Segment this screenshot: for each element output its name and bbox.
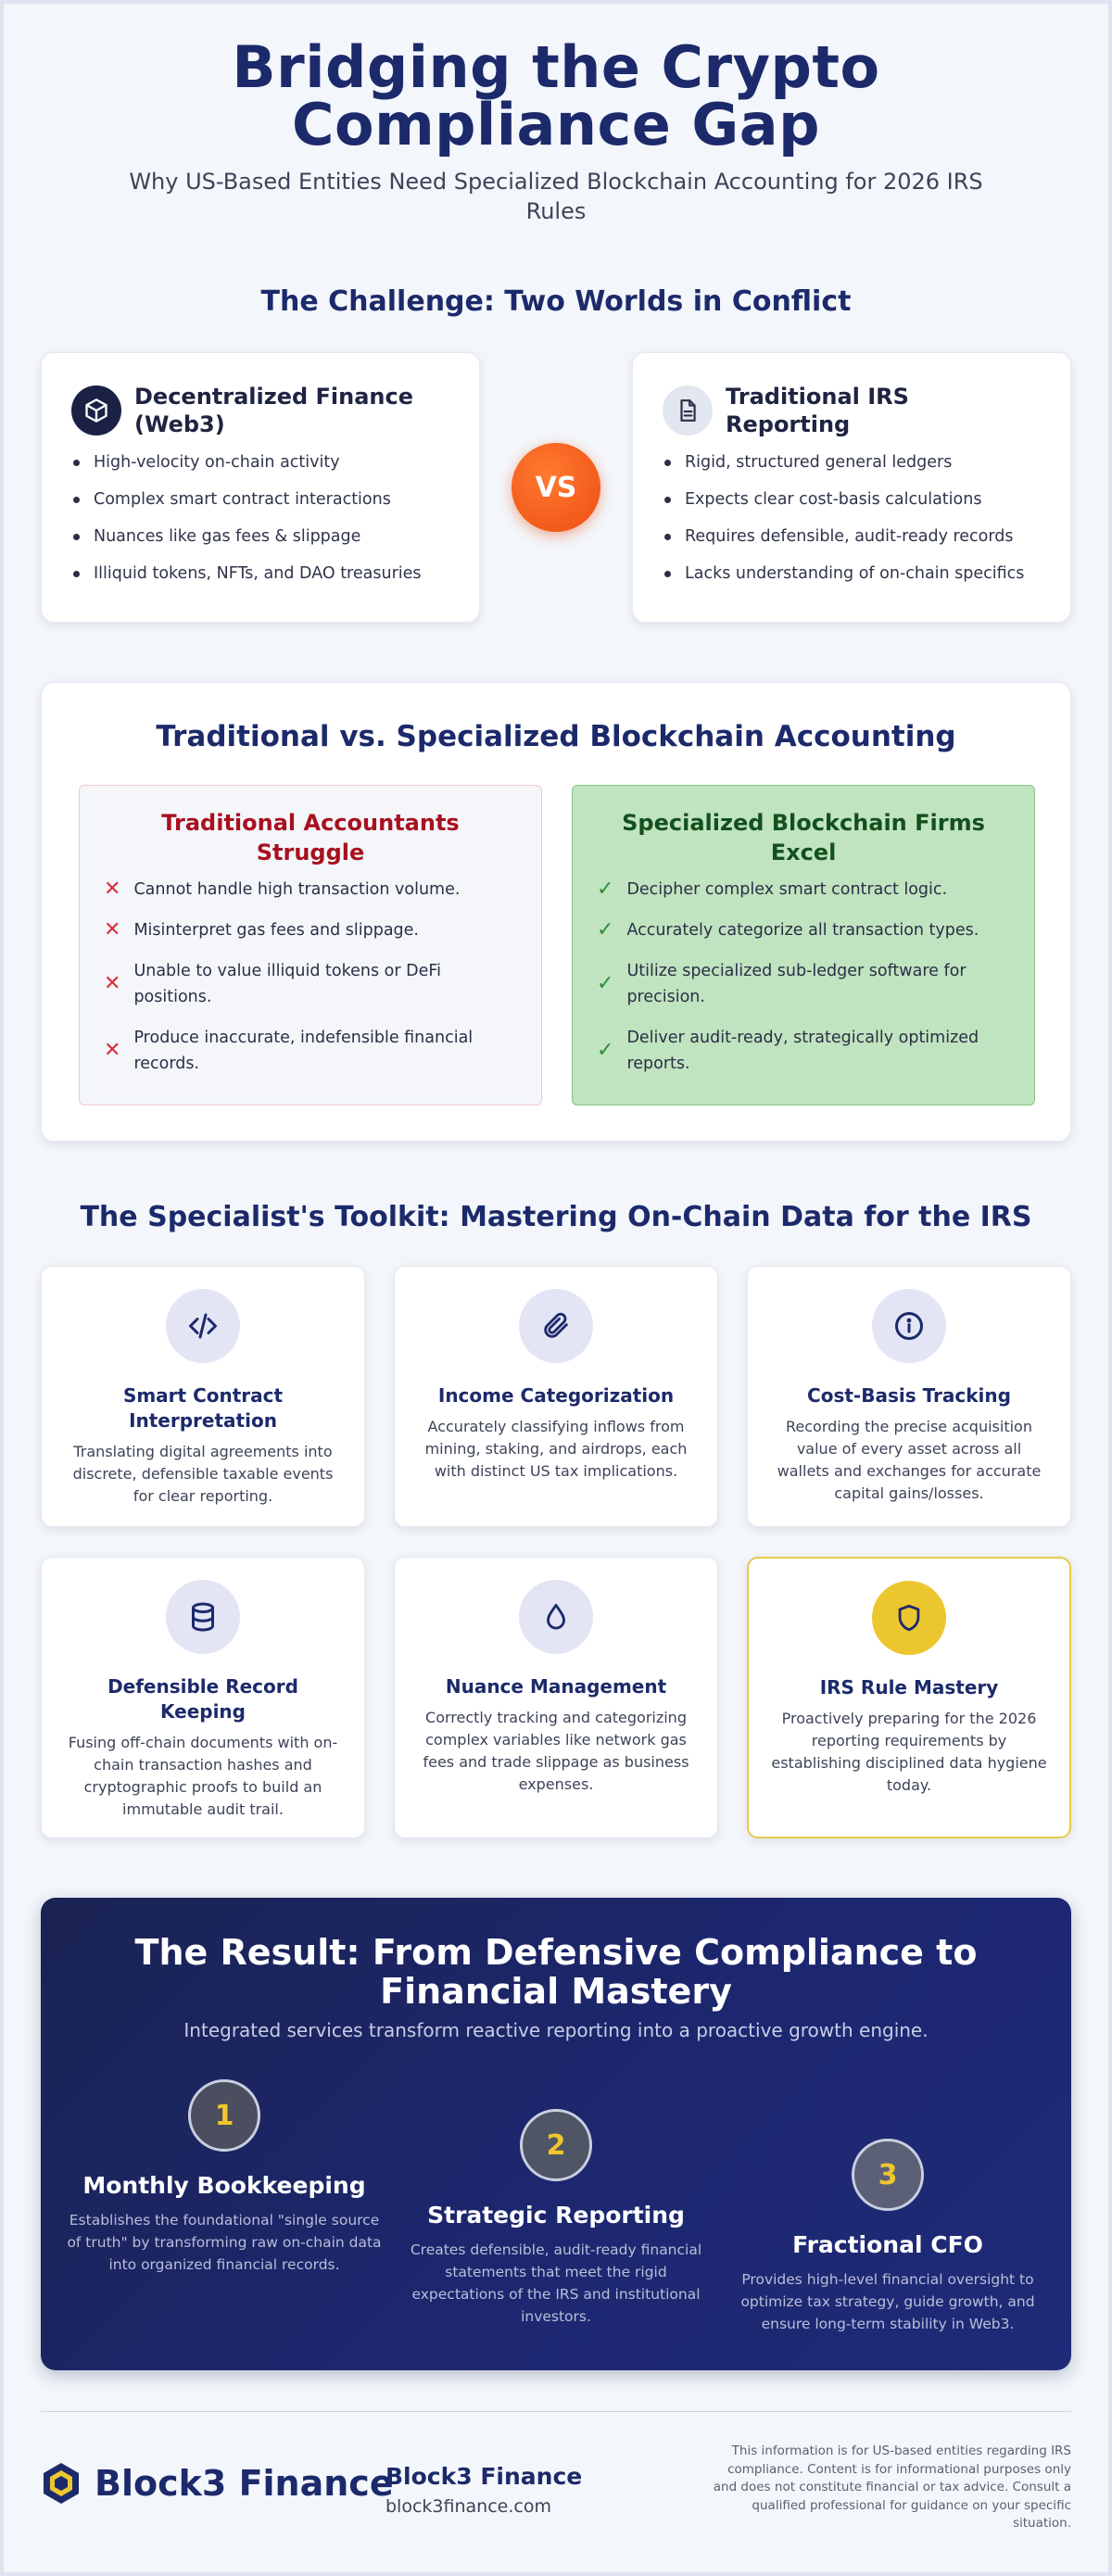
toolkit-card-desc: Correctly tracking and categorizing complex variables like network gas fees and trade slippage as business expenses. — [423, 1709, 689, 1793]
vs-badge: VS — [512, 443, 600, 532]
defi-card — [41, 352, 480, 623]
hexagon-logo-icon — [41, 2461, 82, 2506]
toolkit-card-title: Cost-Basis Tracking — [807, 1384, 1011, 1407]
toolkit-card-title: IRS Rule Mastery — [819, 1676, 999, 1698]
toolkit-card — [747, 1266, 1071, 1527]
shield-icon — [872, 1581, 946, 1655]
specialized-points — [597, 877, 1010, 1077]
toolkit-card — [394, 1557, 718, 1838]
list-item: High-velocity on-chain activity — [71, 453, 449, 472]
toolkit-card-highlighted — [747, 1557, 1071, 1838]
cross-icon: ✕ — [104, 1039, 121, 1062]
toolkit-card-desc: Accurately classifying inflows from mining, staking, and airdrops, each with distinct US tax implications. — [424, 1418, 688, 1480]
list-item — [597, 917, 1010, 943]
list-item — [597, 877, 1010, 903]
irs-points — [663, 453, 1041, 583]
list-item: Complex smart contract interactions — [71, 490, 449, 509]
step-desc: Creates defensible, audit-ready financial statements that meet the rigid expectations of the IRS and institutional investors. — [410, 2241, 702, 2325]
list-item — [597, 958, 1010, 1010]
list-item-text: Unable to value illiquid tokens or DeFi positions. — [133, 962, 442, 1006]
step-desc: Provides high-level financial oversight to optimize tax strategy, guide growth, and ensure long-term stability in Web3. — [740, 2271, 1035, 2332]
check-icon: ✓ — [597, 1039, 614, 1062]
block3-logo[interactable] — [41, 2461, 394, 2506]
database-icon — [166, 1580, 240, 1654]
list-item — [104, 917, 517, 943]
toolkit-card-desc: Translating digital agreements into discrete, defensible taxable events for clear reporting. — [72, 1443, 334, 1505]
irs-card-title: Traditional IRS Reporting — [726, 384, 909, 437]
document-icon — [663, 385, 713, 436]
traditional-points — [104, 877, 517, 1077]
toolkit-card-title: Smart Contract Interpretation — [122, 1384, 284, 1432]
page-subtitle: Why US-Based Entities Need Specialized Blockchain Accounting for 2026 IRS Rules — [129, 169, 983, 224]
step-number: 3 — [852, 2139, 924, 2211]
comparison-panel — [41, 682, 1071, 1142]
list-item-text: Cannot handle high transaction volume. — [133, 880, 461, 899]
company-url-link[interactable]: block3finance.com — [385, 2496, 551, 2517]
toolkit-card-desc: Fusing off-chain documents with on-chain transaction hashes and cryptographic proofs to build an immutable audit trail. — [68, 1734, 338, 1818]
toolkit-card — [41, 1266, 365, 1527]
step-number: 1 — [188, 2079, 260, 2152]
list-item-text: Deliver audit-ready, strategically optimized reports. — [626, 1029, 979, 1073]
page-title: Bridging the Crypto Compliance Gap — [232, 33, 880, 158]
step-fractional-cfo — [730, 2139, 1045, 2335]
list-item: Rigid, structured general ledgers — [663, 453, 1041, 472]
step-strategic-reporting — [398, 2109, 714, 2328]
list-item-text: Utilize specialized sub-ledger software for precision. — [626, 962, 967, 1006]
toolkit-card-desc: Recording the precise acquisition value of every asset across all wallets and exchanges for accurate capital gains/losses. — [777, 1418, 1042, 1502]
step-number: 2 — [520, 2109, 592, 2181]
list-item: Lacks understanding of on-chain specifics — [663, 564, 1041, 583]
defi-card-title: Decentralized Finance (Web3) — [134, 384, 414, 437]
traditional-heading: Traditional Accountants Struggle — [161, 810, 460, 865]
cross-icon: ✕ — [104, 878, 121, 901]
specialized-heading: Specialized Blockchain Firms Excel — [622, 810, 985, 865]
list-item: Nuances like gas fees & slippage — [71, 527, 449, 546]
toolkit-card — [394, 1266, 718, 1527]
paperclip-icon — [519, 1289, 593, 1363]
list-item — [104, 958, 517, 1010]
info-icon — [872, 1289, 946, 1363]
irs-card — [632, 352, 1071, 623]
cross-icon: ✕ — [104, 918, 121, 941]
specialized-box — [572, 785, 1035, 1105]
logo-text: Block3 Finance — [95, 2463, 394, 2504]
list-item: Requires defensible, audit-ready records — [663, 527, 1041, 546]
toolkit-card-desc: Proactively preparing for the 2026 reporting requirements by establishing disciplined data hygiene today. — [771, 1710, 1047, 1794]
step-title: Monthly Bookkeeping — [82, 2172, 366, 2199]
check-icon: ✓ — [597, 878, 614, 901]
droplet-icon — [519, 1580, 593, 1654]
step-title: Fractional CFO — [792, 2231, 983, 2258]
comparison-title: Traditional vs. Specialized Blockchain Accounting — [156, 720, 956, 753]
step-title: Strategic Reporting — [427, 2202, 685, 2229]
traditional-box — [79, 785, 542, 1105]
result-subtitle: Integrated services transform reactive reporting into a proactive growth engine. — [183, 2019, 929, 2041]
list-item: Expects clear cost-basis calculations — [663, 490, 1041, 509]
cross-icon: ✕ — [104, 972, 121, 995]
defi-points — [71, 453, 449, 583]
step-monthly-bookkeeping — [67, 2079, 382, 2276]
disclaimer: This information is for US-based entities regarding IRS compliance. Content is for informational purposes only and does not constitute financial or tax advice. Consult a qualified professional for guidance on your specific situation. — [713, 2443, 1071, 2531]
toolkit-card — [41, 1557, 365, 1838]
list-item-text: Misinterpret gas fees and slippage. — [133, 921, 419, 940]
result-title: The Result: From Defensive Compliance to Financial Mastery — [134, 1932, 978, 2012]
check-icon: ✓ — [597, 972, 614, 995]
company-name: Block3 Finance — [385, 2463, 583, 2490]
list-item — [597, 1025, 1010, 1077]
toolkit-card-title: Defensible Record Keeping — [107, 1675, 298, 1723]
step-desc: Establishes the foundational "single source of truth" by transforming raw on-chain data into organized financial records. — [67, 2212, 382, 2273]
toolkit-card-title: Income Categorization — [437, 1384, 675, 1407]
footer-divider — [41, 2411, 1071, 2412]
result-panel — [41, 1898, 1071, 2370]
list-item-text: Produce inaccurate, indefensible financial records. — [133, 1029, 474, 1073]
list-item: Illiquid tokens, NFTs, and DAO treasuries — [71, 564, 449, 583]
list-item — [104, 877, 517, 903]
cube-icon — [71, 385, 121, 436]
list-item-text: Decipher complex smart contract logic. — [626, 880, 948, 899]
code-icon — [166, 1289, 240, 1363]
toolkit-card-title: Nuance Management — [445, 1675, 667, 1698]
challenge-section-title: The Challenge: Two Worlds in Conflict — [260, 285, 852, 318]
infographic-page — [4, 4, 1108, 2572]
toolkit-section-title: The Specialist's Toolkit: Mastering On-Chain Data for the IRS — [80, 1201, 1032, 1233]
list-item — [104, 1025, 517, 1077]
list-item-text: Accurately categorize all transaction types. — [626, 921, 979, 940]
check-icon: ✓ — [597, 918, 614, 941]
